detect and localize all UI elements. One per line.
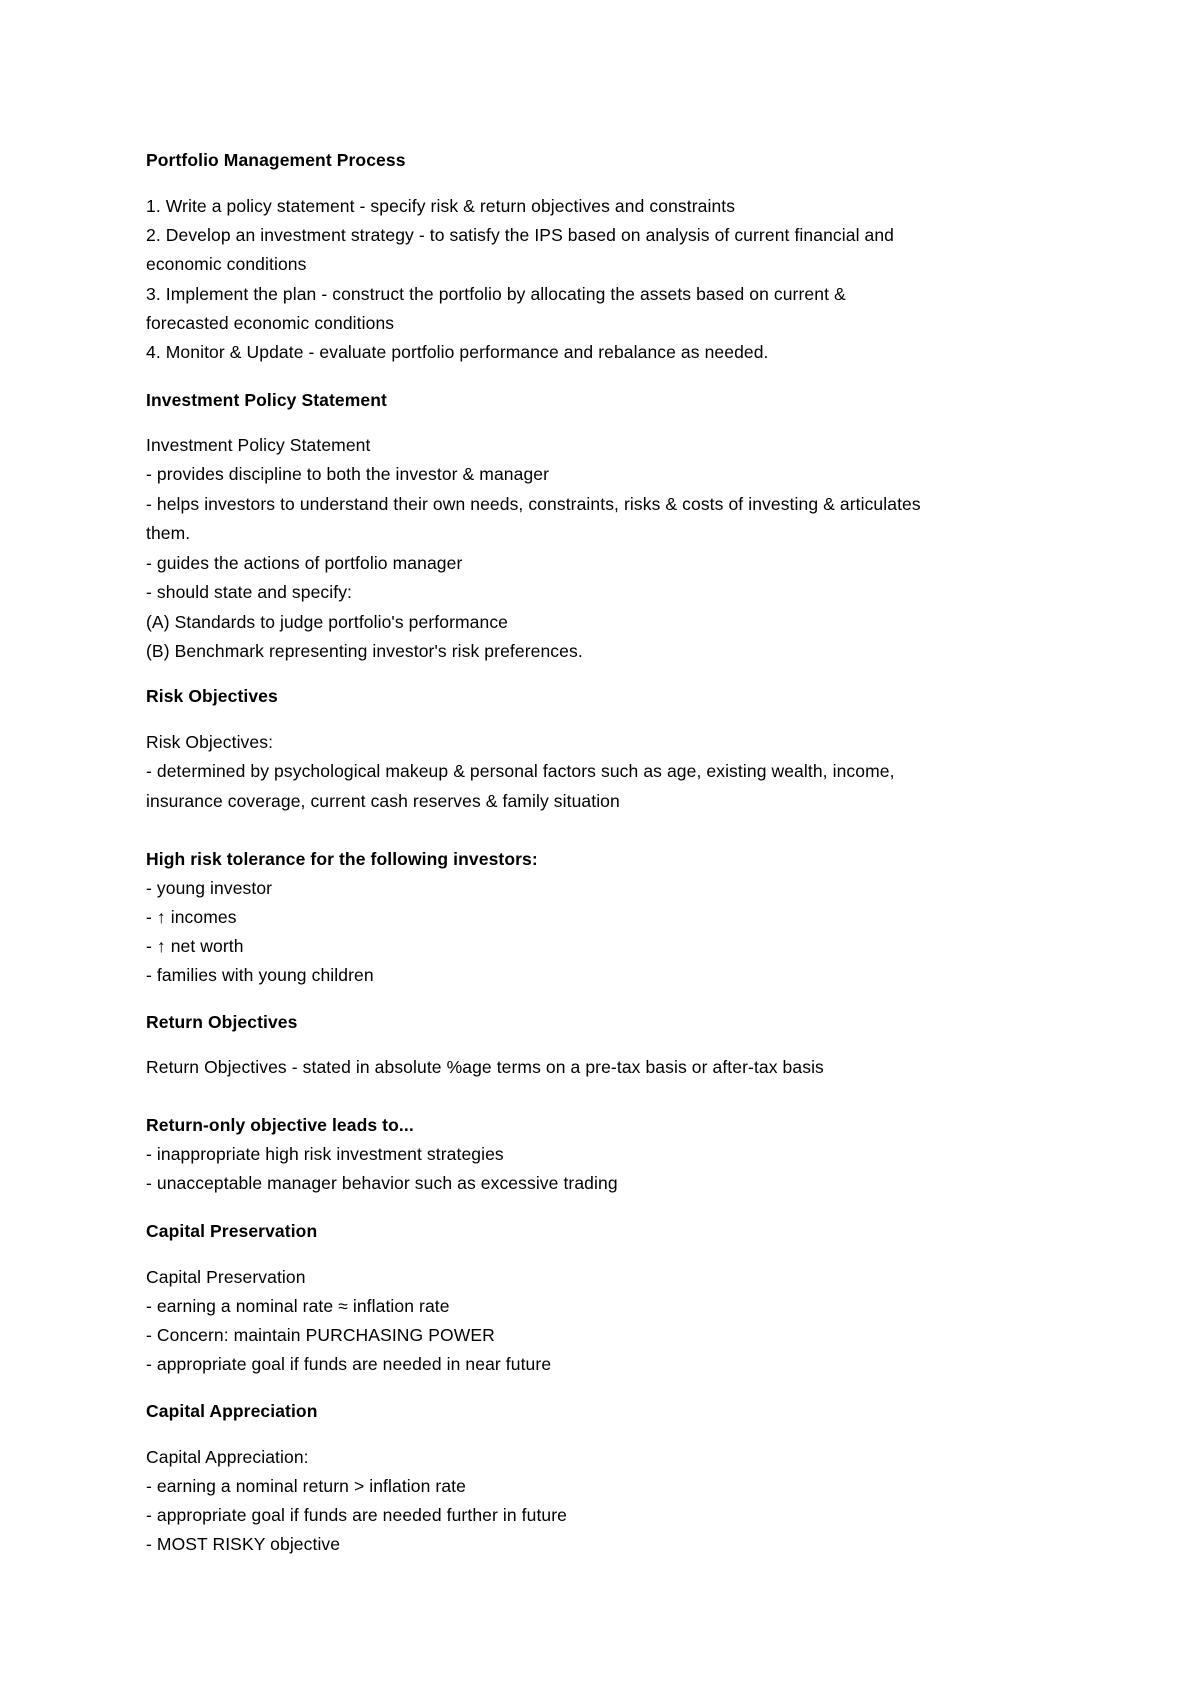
heading-risk-objectives: Risk Objectives	[146, 686, 278, 706]
text-line: Risk Objectives:	[146, 732, 274, 752]
text-line: - appropriate goal if funds are needed further in future	[146, 1505, 568, 1525]
text-line: - should state and specify:	[146, 582, 353, 602]
text-line: Capital Appreciation:	[146, 1447, 309, 1467]
text-line: 3. Implement the plan - construct the portfolio by allocating the assets based on current &	[146, 284, 846, 304]
heading-high-risk-tolerance: High risk tolerance for the following investors:	[146, 849, 538, 869]
text-line: - appropriate goal if funds are needed in near future	[146, 1354, 552, 1374]
text-line: 4. Monitor & Update - evaluate portfolio performance and rebalance as needed.	[146, 342, 769, 362]
text-line: - young investor	[146, 878, 273, 898]
text-line: economic conditions	[146, 254, 307, 274]
text-line: - unacceptable manager behavior such as excessive trading	[146, 1173, 618, 1193]
text-line: 2. Develop an investment strategy - to satisfy the IPS based on analysis of current financial and	[146, 225, 895, 245]
text-line: - ↑ net worth	[146, 936, 244, 956]
text-line: - ↑ incomes	[146, 907, 237, 927]
heading-return-only-objective: Return-only objective leads to...	[146, 1115, 414, 1135]
text-line: - guides the actions of portfolio manager	[146, 553, 463, 573]
text-line: - inappropriate high risk investment strategies	[146, 1144, 504, 1164]
text-line: (B) Benchmark representing investor's risk preferences.	[146, 641, 583, 661]
text-line: - Concern: maintain PURCHASING POWER	[146, 1325, 495, 1345]
text-line: - provides discipline to both the investor & manager	[146, 464, 550, 484]
text-line: them.	[146, 523, 191, 543]
text-line: (A) Standards to judge portfolio's performance	[146, 612, 509, 632]
heading-return-objectives: Return Objectives	[146, 1012, 298, 1032]
text-line: 1. Write a policy statement - specify risk & return objectives and constraints	[146, 196, 736, 216]
heading-investment-policy-statement: Investment Policy Statement	[146, 390, 387, 410]
text-line: insurance coverage, current cash reserves & family situation	[146, 791, 620, 811]
heading-capital-appreciation: Capital Appreciation	[146, 1401, 318, 1421]
text-line: Capital Preservation	[146, 1267, 306, 1287]
text-line: - earning a nominal return > inflation rate	[146, 1476, 466, 1496]
text-line: - helps investors to understand their own needs, constraints, risks & costs of investing & articulates	[146, 494, 921, 514]
text-line: - families with young children	[146, 965, 374, 985]
text-line: forecasted economic conditions	[146, 313, 395, 333]
text-line: - MOST RISKY objective	[146, 1534, 341, 1554]
text-line: - determined by psychological makeup & personal factors such as age, existing wealth, income,	[146, 761, 895, 781]
heading-capital-preservation: Capital Preservation	[146, 1221, 318, 1241]
text-line: Investment Policy Statement	[146, 435, 371, 455]
text-line: - earning a nominal rate ≈ inflation rate	[146, 1296, 450, 1316]
text-line: Return Objectives - stated in absolute %age terms on a pre-tax basis or after-tax basis	[146, 1057, 824, 1077]
heading-portfolio-management-process: Portfolio Management Process	[146, 150, 406, 170]
